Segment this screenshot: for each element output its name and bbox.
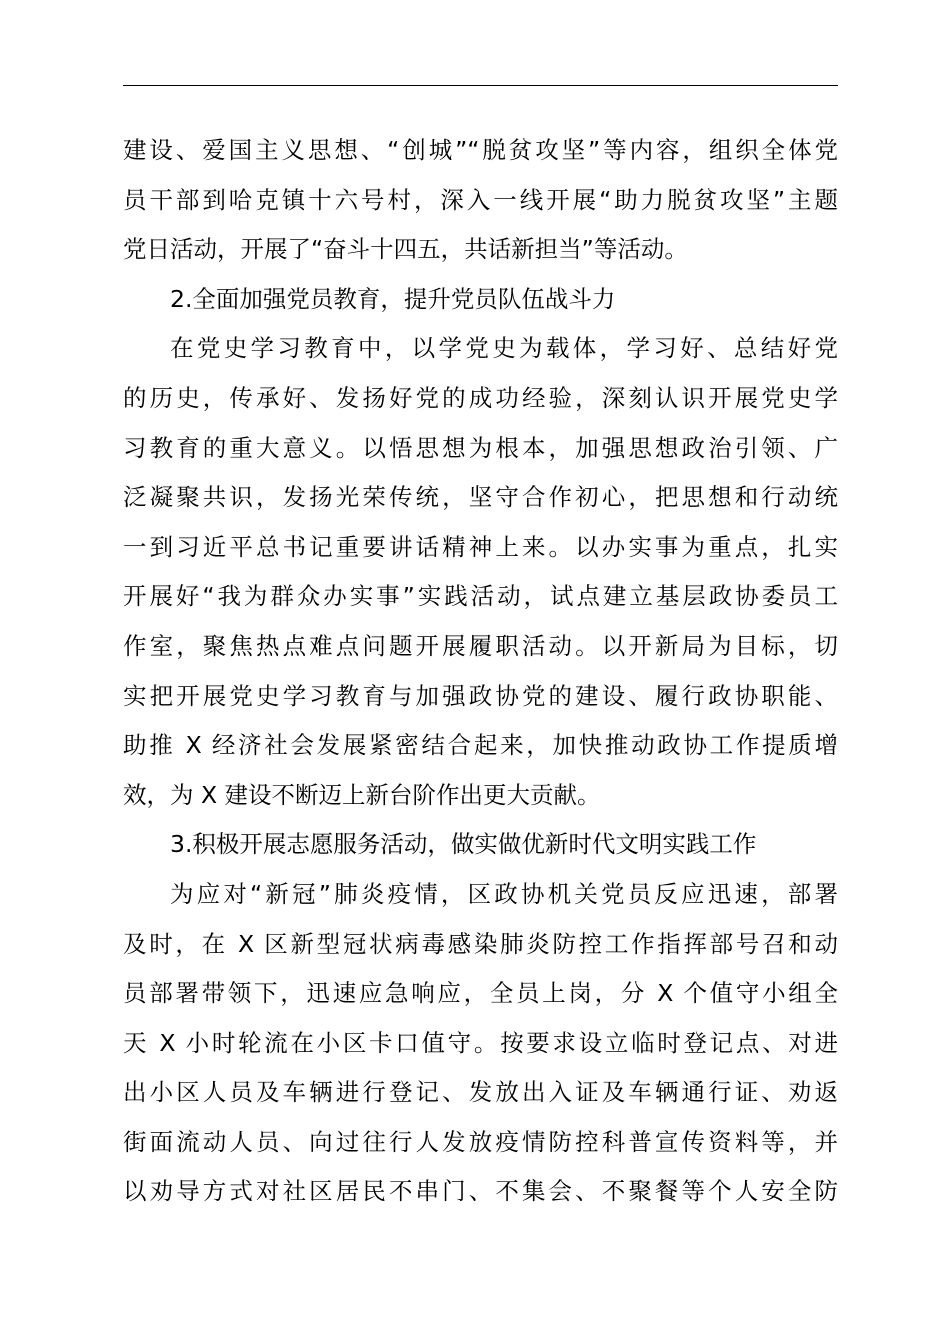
text-line: 习教育的重大意义。以悟思想为根本，加强思想政治引领、广 <box>123 433 838 462</box>
text-line: 在党史学习教育中，以学党史为载体，学习好、总结好党 <box>170 334 838 363</box>
text-line: 实把开展党史学习教育与加强政协党的建设、履行政协职能、 <box>123 681 838 710</box>
text-line: 的历史，传承好、发扬好党的成功经验，深刻认识开展党史学 <box>123 383 838 412</box>
section-heading: 3.积极开展志愿服务活动，做实做优新时代文明实践工作 <box>170 830 757 859</box>
text-line: 员干部到哈克镇十六号村，深入一线开展“助力脱贫攻坚”主题 <box>123 185 838 214</box>
text-line: 建设、爱国主义思想、“创城”“脱贫攻坚”等内容，组织全体党 <box>123 136 838 164</box>
header-rule <box>123 85 838 86</box>
text-line: 一到习近平总书记重要讲话精神上来。以办实事为重点，扎实 <box>123 532 838 561</box>
text-line: 助推 X 经济社会发展紧密结合起来，加快推动政协工作提质增 <box>123 731 838 760</box>
text-line: 出小区人员及车辆进行登记、发放出入证及车辆通行证、劝返 <box>123 1078 838 1107</box>
text-line: 作室，聚焦热点难点问题开展履职活动。以开新局为目标，切 <box>123 631 838 660</box>
text-line: 泛凝聚共识，发扬光荣传统，坚守合作初心，把思想和行动统 <box>123 483 838 512</box>
text-line: 效，为 X 建设不断迈上新台阶作出更大贡献。 <box>123 780 601 809</box>
text-line: 及时，在 X 区新型冠状病毒感染肺炎防控工作指挥部号召和动 <box>123 929 838 958</box>
text-line: 开展好“我为群众办实事”实践活动，试点建立基层政协委员工 <box>123 582 838 611</box>
text-line: 以劝导方式对社区居民不串门、不集会、不聚餐等个人安全防 <box>123 1177 838 1206</box>
text-line: 为应对“新冠”肺炎疫情，区政协机关党员反应迅速，部署 <box>170 879 838 908</box>
body-text <box>123 126 838 1217</box>
text-line: 街面流动人员、向过往行人发放疫情防控科普宣传资料等，并 <box>123 1127 838 1156</box>
text-line: 党日活动，开展了“奋斗十四五，共话新担当”等活动。 <box>123 235 688 264</box>
text-line: 员部署带领下，迅速应急响应，全员上岗，分 X 个值守小组全 <box>123 979 838 1008</box>
section-heading: 2.全面加强党员教育，提升党员队伍战斗力 <box>170 284 616 313</box>
text-line: 天 X 小时轮流在小区卡口值守。按要求设立临时登记点、对进 <box>123 1028 838 1057</box>
